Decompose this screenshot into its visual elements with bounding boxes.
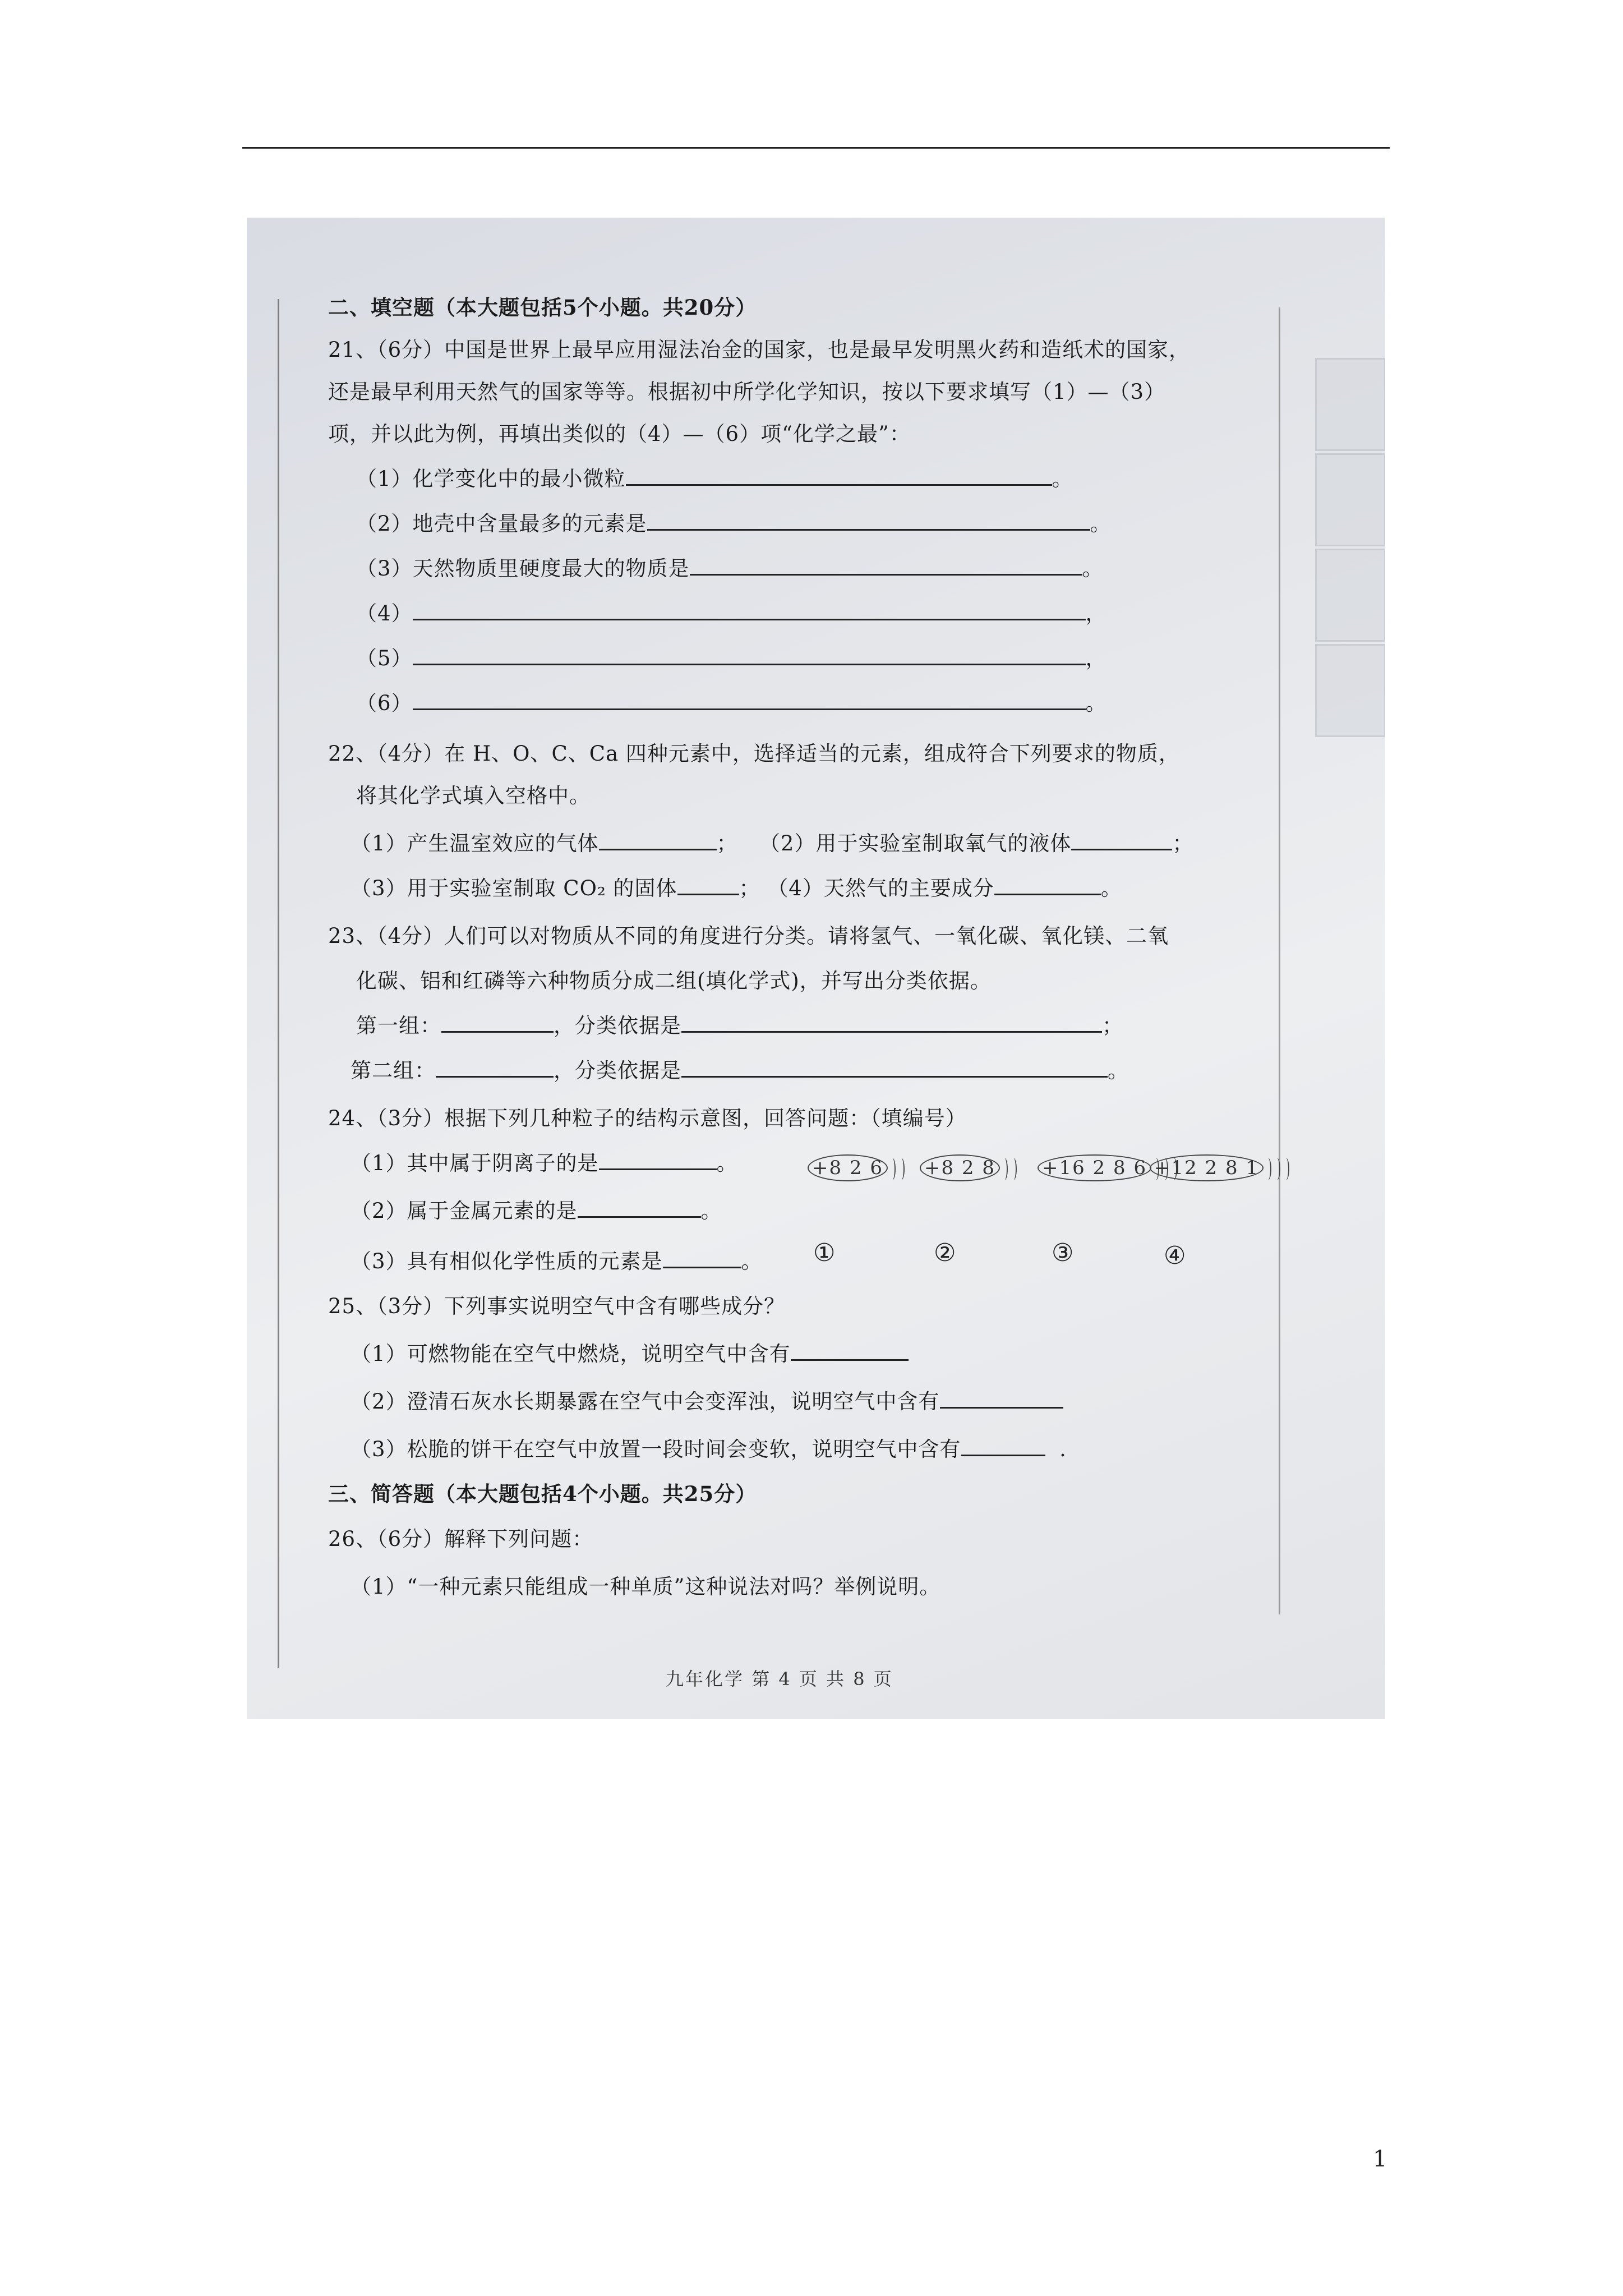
diagram-label: ③ [1052,1239,1074,1267]
atom-structure-diagram: +12 2 8 1 [1150,1154,1290,1181]
q21-item: （6） 。 [356,686,1107,716]
answer-blank[interactable] [599,1148,717,1170]
bleed-through-box [1315,644,1385,737]
q23-stem: 23、（4分）人们可以对物质从不同的角度进行分类。请将氢气、一氧化碳、氧化镁、二氧 [328,924,1169,948]
q21-item: （4） ， [356,596,1107,627]
atom-structure-diagram: +16 2 8 6 [1038,1154,1178,1181]
q21-stem: 还是最早利用天然气的国家等等。根据初中所学化学知识，按以下要求填写（1）—（3） [328,380,1166,404]
answer-blank[interactable] [663,1246,741,1268]
answer-blank[interactable] [413,643,1086,665]
q25-item: （3）松脆的饼干在空气中放置一段时间会变软，说明空气中含有 . [351,1432,1067,1462]
q21-stem: 21、（6分）中国是世界上最早应用湿法冶金的国家，也是最早发明黑火药和造纸术的国家， [328,338,1191,362]
q24-item: （3）具有相似化学性质的元素是 。 [351,1244,763,1274]
q24-item: （1）其中属于阴离子的是 。 [351,1146,738,1176]
q22-row: （3）用于实验室制取 CO₂ 的固体 ； （4）天然气的主要成分 。 [351,871,1122,901]
answer-blank[interactable] [578,1196,701,1218]
answer-blank[interactable] [940,1387,1063,1409]
bleed-through-box [1315,358,1385,451]
q24-item: （2）属于金属元素的是 。 [351,1194,722,1224]
section-heading: 三、简答题（本大题包括4个小题。共25分） [328,1481,757,1506]
q23-group: 第二组： ，分类依据是 。 [351,1053,1129,1084]
section-heading: 二、填空题（本大题包括5个小题。共20分） [328,295,757,320]
q22-stem: 22、（4分）在 H、O、C、Ca 四种元素中，选择适当的元素，组成符合下列要求的物质， [328,742,1180,766]
q21-item: （3）天然物质里硬度最大的物质是 。 [356,551,1104,582]
q21-stem: 项，并以此为例，再填出类似的（4）—（6）项“化学之最”： [328,422,911,446]
q26-item: （1）“一种元素只能组成一种单质”这种说法对吗？举例说明。 [351,1575,941,1599]
diagram-label: ① [813,1239,836,1267]
page-number: 1 [1373,2146,1387,2172]
q22-row: （1）产生温室效应的气体 ； （2）用于实验室制取氧气的液体 ； [351,826,1193,857]
q26-stem: 26、（6分）解释下列问题： [328,1527,594,1551]
sheet-footer: 九年化学 第 4 页 共 8 页 [666,1668,893,1690]
bleed-through-box [1315,549,1385,642]
answer-blank[interactable] [681,1056,1108,1078]
q25-item: （2）澄清石灰水长期暴露在空气中会变浑浊，说明空气中含有 [351,1384,1063,1415]
answer-blank[interactable] [413,688,1086,710]
exam-photo [247,218,1385,1719]
diagram-label: ② [934,1239,956,1267]
q23-stem: 化碳、铝和红磷等六种物质分成二组(填化学式)，并写出分类依据。 [356,969,992,993]
sheet-margin-line [278,299,279,1668]
q24-stem: 24、（3分）根据下列几种粒子的结构示意图，回答问题：（填编号） [328,1106,967,1130]
bleed-through-box [1315,453,1385,546]
q25-stem: 25、（3分）下列事实说明空气中含有哪些成分？ [328,1294,786,1318]
answer-blank[interactable] [441,1011,554,1033]
answer-blank[interactable] [690,554,1082,576]
answer-blank[interactable] [677,873,739,895]
answer-blank[interactable] [626,464,1052,486]
q21-item: （2）地壳中含量最多的元素是 。 [356,507,1112,537]
answer-blank[interactable] [647,509,1090,531]
header-rule [242,147,1390,149]
answer-blank[interactable] [994,873,1101,895]
sheet-margin-line [1279,307,1280,1614]
answer-blank[interactable] [1071,829,1172,850]
answer-blank[interactable] [681,1011,1102,1033]
q21-item: （1）化学变化中的最小微粒 。 [356,462,1073,492]
answer-blank[interactable] [413,599,1086,620]
atom-structure-diagram: +8 2 8 [920,1154,1018,1181]
atom-structure-diagram: +8 2 6 [808,1154,906,1181]
q25-item: （1）可燃物能在空气中燃烧，说明空气中含有 [351,1337,909,1367]
q21-item: （5） ， [356,641,1107,671]
answer-blank[interactable] [791,1339,909,1361]
answer-blank[interactable] [436,1056,554,1078]
q22-stem: 将其化学式填入空格中。 [356,784,591,808]
answer-blank[interactable] [961,1434,1045,1456]
answer-blank[interactable] [599,829,717,850]
diagram-label: ④ [1164,1241,1186,1270]
q23-group: 第一组： ，分类依据是 ； [356,1009,1123,1039]
